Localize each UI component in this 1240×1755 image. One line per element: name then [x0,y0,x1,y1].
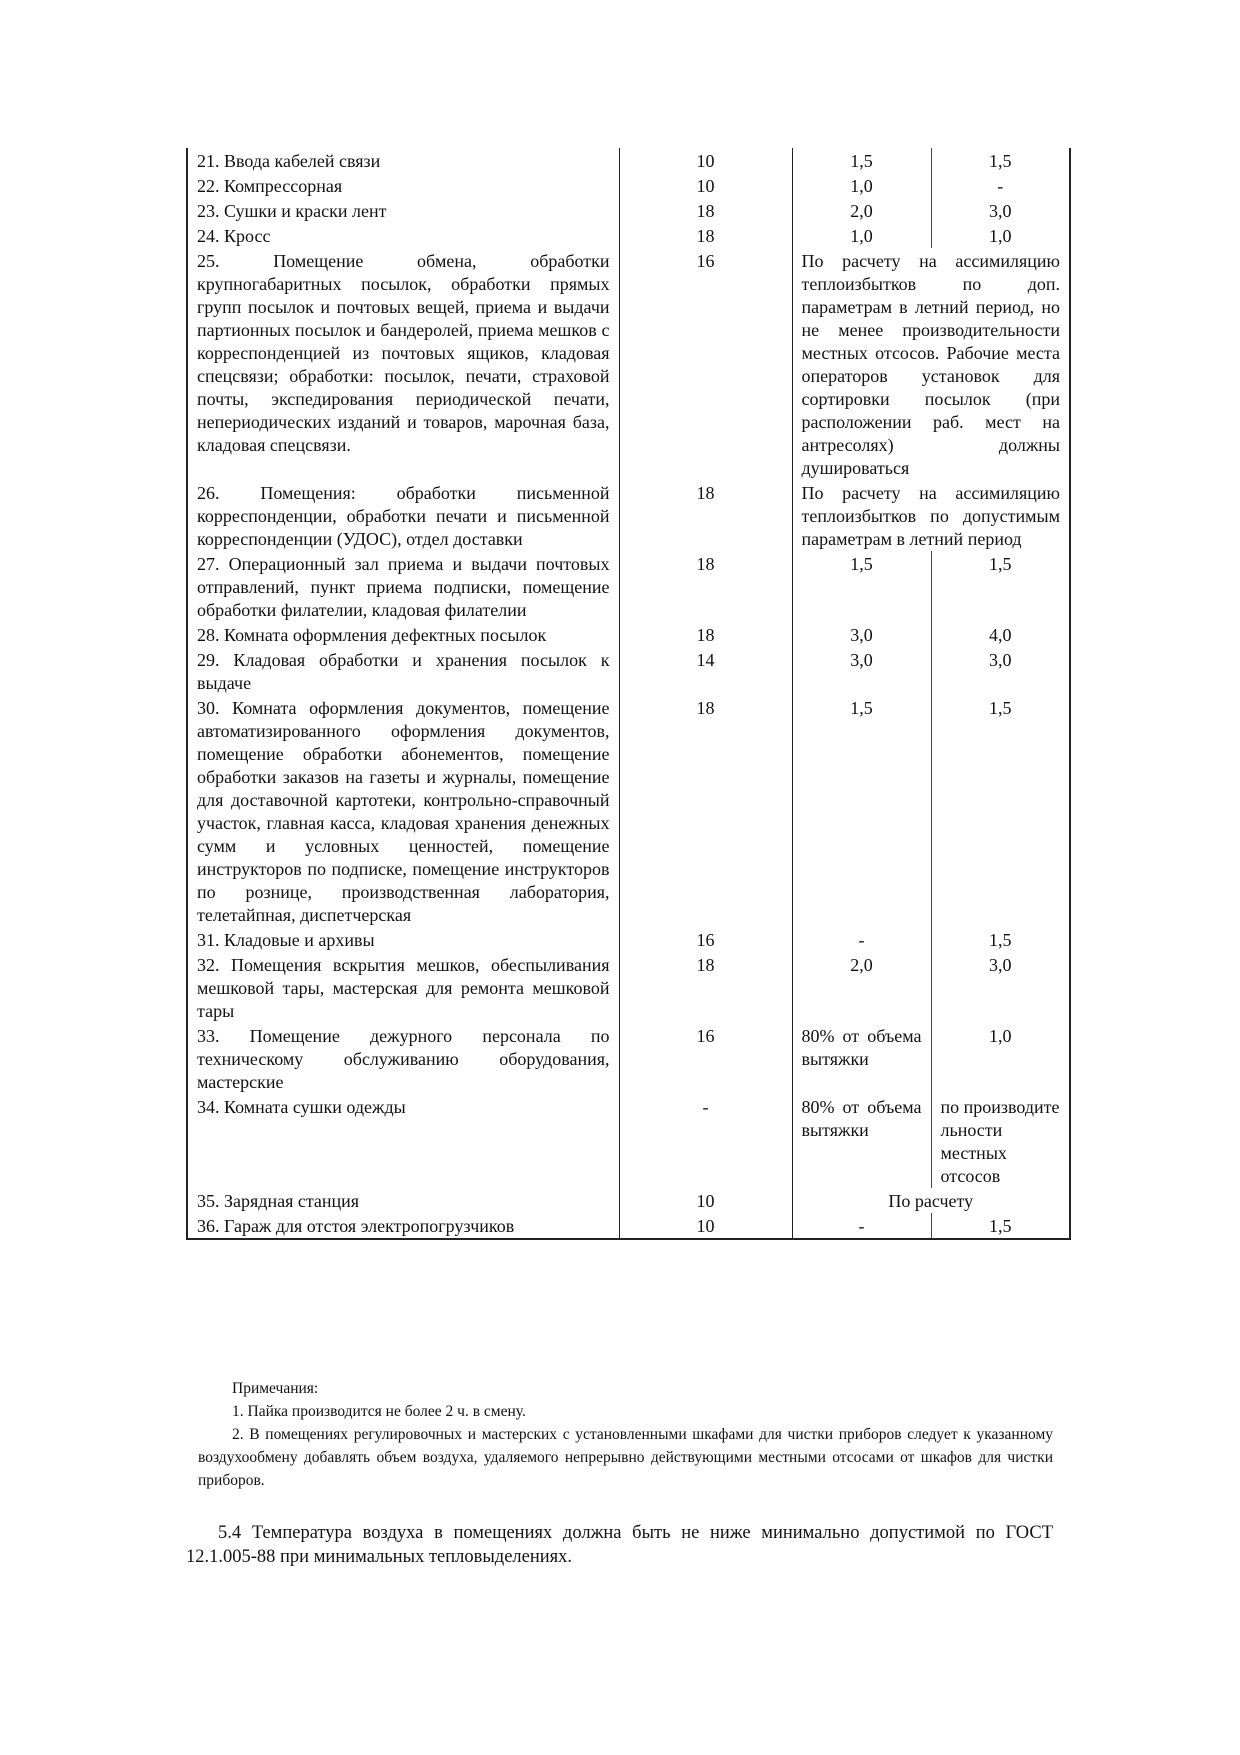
supply-cell: 3,0 [931,952,1070,1023]
supply-cell: 1,0 [931,1023,1070,1094]
supply-cell: 1,5 [931,1213,1070,1239]
exhaust-cell: 3,0 [792,647,931,695]
room-name-cell: 35. Зарядная станция [187,1188,619,1213]
exhaust-cell: 1,5 [792,695,931,927]
table-row [187,1094,1070,1188]
temperature-cell: 18 [619,622,792,647]
table-row [187,622,1070,647]
notes [198,1377,1053,1492]
temperature-cell: 18 [619,223,792,248]
temperature-cell: 18 [619,952,792,1023]
supply-cell: 3,0 [931,198,1070,223]
supply-cell: 1,5 [931,695,1070,927]
temperature-cell: 18 [619,198,792,223]
table-row [187,223,1070,248]
exhaust-cell: 1,5 [792,551,931,622]
room-name-cell: 32. Помещения вскрытия мешков, обеспыливания мешковой тары, мастерская для ремонта мешковой тары [187,952,619,1023]
exhaust-cell: 1,0 [792,173,931,198]
supply-cell: 1,0 [931,223,1070,248]
table-row [187,1023,1070,1094]
ventilation-table [186,148,1071,1240]
table-row [187,952,1070,1023]
supply-cell: по производите льности местных отсосов [931,1094,1070,1188]
exhaust-cell: 1,0 [792,223,931,248]
temperature-cell: - [619,1094,792,1188]
room-name-cell: 22. Компрессорная [187,173,619,198]
exhaust-cell: 2,0 [792,952,931,1023]
room-name-cell: 26. Помещения: обработки письменной корреспонденции, обработки печати и письменной корреспонденции (УДОС), отдел доставки [187,480,619,551]
room-name-cell: 21. Ввода кабелей связи [187,148,619,173]
merged-airflow-cell: По расчету на ассимиляцию теплоизбытков по допустимым параметрам в летний период [792,480,1070,551]
room-name-cell: 30. Комната оформления документов, помещение автоматизированного оформления документов, помещение обработки абонементов, помещение обработки заказов на газеты и журналы, помещение для доставочной картотеки, контрольно-справочный участок, главная касса, кладовая хранения денежных сумм и условных ценностей, помещение инструкторов по подписке, помещение инструкторов по рознице, производственная лаборатория, телетайпная, диспетчерская [187,695,619,927]
note-item: 2. В помещениях регулировочных и мастерских с установленными шкафами для чистки приборов следует к указанному воздухообмену добавлять объем воздуха, удаляемого непрерывно действующими местными отсосами от шкафов для чистки приборов. [198,1426,1053,1489]
exhaust-cell: 3,0 [792,622,931,647]
temperature-cell: 10 [619,1188,792,1213]
exhaust-cell: - [792,1213,931,1239]
room-name-cell: 33. Помещение дежурного персонала по техническому обслуживанию оборудования, мастерские [187,1023,619,1094]
room-name-cell: 36. Гараж для отстоя электропогрузчиков [187,1213,619,1239]
room-name-cell: 31. Кладовые и архивы [187,927,619,952]
temperature-cell: 14 [619,647,792,695]
note-item: 1. Пайка производится не более 2 ч. в смену. [232,1403,526,1420]
supply-cell: 1,5 [931,927,1070,952]
temperature-cell: 18 [619,551,792,622]
room-name-cell: 29. Кладовая обработки и хранения посылок к выдаче [187,647,619,695]
table-row [187,198,1070,223]
table-row [187,647,1070,695]
room-name-cell: 27. Операционный зал приема и выдачи почтовых отправлений, пункт приема подписки, помещение обработки филателии, кладовая филателии [187,551,619,622]
table-row [187,695,1070,927]
merged-airflow-cell: По расчету на ассимиляцию теплоизбытков по доп. параметрам в летний период, но не менее производительности местных отсосов. Рабочие места операторов установок для сортировки посылок (при расположении раб. мест на антресолях) должны душироваться [792,248,1070,480]
temperature-cell: 16 [619,927,792,952]
supply-cell: 4,0 [931,622,1070,647]
exhaust-cell: 2,0 [792,198,931,223]
temperature-cell: 18 [619,695,792,927]
temperature-cell: 18 [619,480,792,551]
supply-cell: 1,5 [931,551,1070,622]
exhaust-cell: - [792,927,931,952]
supply-cell: 3,0 [931,647,1070,695]
temperature-cell: 10 [619,148,792,173]
table-row [187,551,1070,622]
room-name-cell: 24. Кросс [187,223,619,248]
table-row [187,480,1070,551]
table-row [187,1213,1070,1239]
room-name-cell: 25. Помещение обмена, обработки крупногабаритных посылок, обработки прямых групп посылок и почтовых вещей, приема и выдачи партионных посылок и бандеролей, приема мешков с корреспонденцией из почтовых ящиков, кладовая спецсвязи; обработки: посылок, печати, страховой почты, экспедирования периодической печати, непериодических изданий и товаров, марочная база, кладовая спецсвязи. [187,248,619,480]
temperature-cell: 16 [619,1023,792,1094]
table-row [187,148,1070,173]
exhaust-cell: 1,5 [792,148,931,173]
notes-title: Примечания: [232,1380,319,1397]
merged-airflow-cell: По расчету [792,1188,1070,1213]
room-name-cell: 34. Комната сушки одежды [187,1094,619,1188]
supply-cell: 1,5 [931,148,1070,173]
room-name-cell: 23. Сушки и краски лент [187,198,619,223]
temperature-cell: 10 [619,173,792,198]
table-row [187,1188,1070,1213]
temperature-cell: 16 [619,248,792,480]
room-name-cell: 28. Комната оформления дефектных посылок [187,622,619,647]
table-row [187,248,1070,480]
supply-cell: - [931,173,1070,198]
exhaust-cell: 80% от объема вытяжки [792,1094,931,1188]
paragraph-5-4: 5.4 Температура воздуха в помещениях должна быть не ниже минимально допустимой по ГОСТ 12.1.005-88 при минимальных тепловыделениях. [186,1523,1053,1567]
temperature-cell: 10 [619,1213,792,1239]
exhaust-cell: 80% от объема вытяжки [792,1023,931,1094]
table-row [187,173,1070,198]
table-row [187,927,1070,952]
